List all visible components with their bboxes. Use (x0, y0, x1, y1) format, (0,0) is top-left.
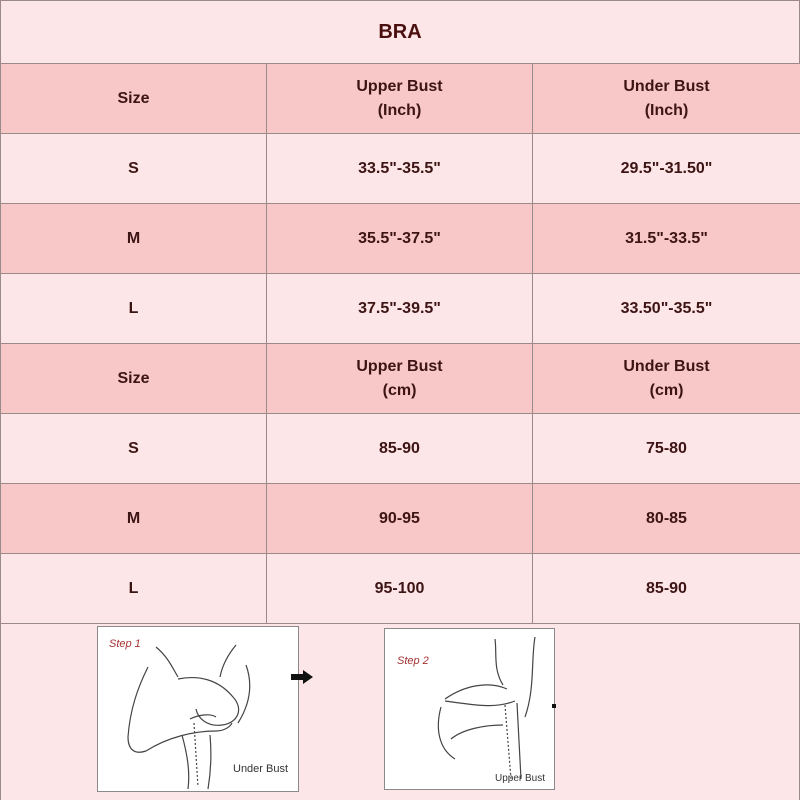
size-cell: S (1, 414, 267, 484)
body-sketch-icon (385, 629, 554, 789)
upper-bust-cell: 33.5"-35.5" (267, 134, 533, 204)
header-under-bust: Under Bust (cm) (533, 344, 800, 414)
size-cell: S (1, 134, 267, 204)
upper-bust-cell: 35.5"-37.5" (267, 204, 533, 274)
under-bust-cell: 80-85 (533, 484, 800, 554)
under-bust-cell: 31.5"-33.5" (533, 204, 800, 274)
step-2-illustration (384, 628, 555, 790)
upper-bust-cell: 90-95 (267, 484, 533, 554)
under-bust-cell: 75-80 (533, 414, 800, 484)
upper-bust-cell: 95-100 (267, 554, 533, 624)
table-row (1, 204, 800, 274)
upper-bust-cell: 85-90 (267, 414, 533, 484)
table-row (1, 134, 800, 204)
step-1-illustration (97, 626, 299, 792)
size-cell: L (1, 274, 267, 344)
size-cell: M (1, 484, 267, 554)
header-upper-bust: Upper Bust (Inch) (267, 64, 533, 134)
size-cell: L (1, 554, 267, 624)
arrow-right-icon (291, 670, 313, 684)
marker-dot (552, 704, 556, 708)
step-1-label: Step 1 (109, 638, 141, 650)
table-row (1, 484, 800, 554)
under-bust-cell: 29.5"-31.50" (533, 134, 800, 204)
measurement-steps (0, 624, 800, 800)
size-table (0, 63, 800, 624)
upper-bust-cell: 37.5"-39.5" (267, 274, 533, 344)
step-2-caption: Upper Bust (495, 773, 546, 784)
under-bust-cell: 85-90 (533, 554, 800, 624)
step-1-caption: Under Bust (233, 763, 289, 775)
table-row (1, 274, 800, 344)
inch-header-row (1, 64, 800, 134)
header-size: Size (1, 344, 267, 414)
header-under-bust: Under Bust (Inch) (533, 64, 800, 134)
table-row (1, 414, 800, 484)
under-bust-cell: 33.50"-35.5" (533, 274, 800, 344)
cm-header-row (1, 344, 800, 414)
step-2-label: Step 2 (397, 655, 429, 667)
chart-title: BRA (0, 0, 800, 64)
header-size: Size (1, 64, 267, 134)
table-row (1, 554, 800, 624)
header-upper-bust: Upper Bust (cm) (267, 344, 533, 414)
size-cell: M (1, 204, 267, 274)
